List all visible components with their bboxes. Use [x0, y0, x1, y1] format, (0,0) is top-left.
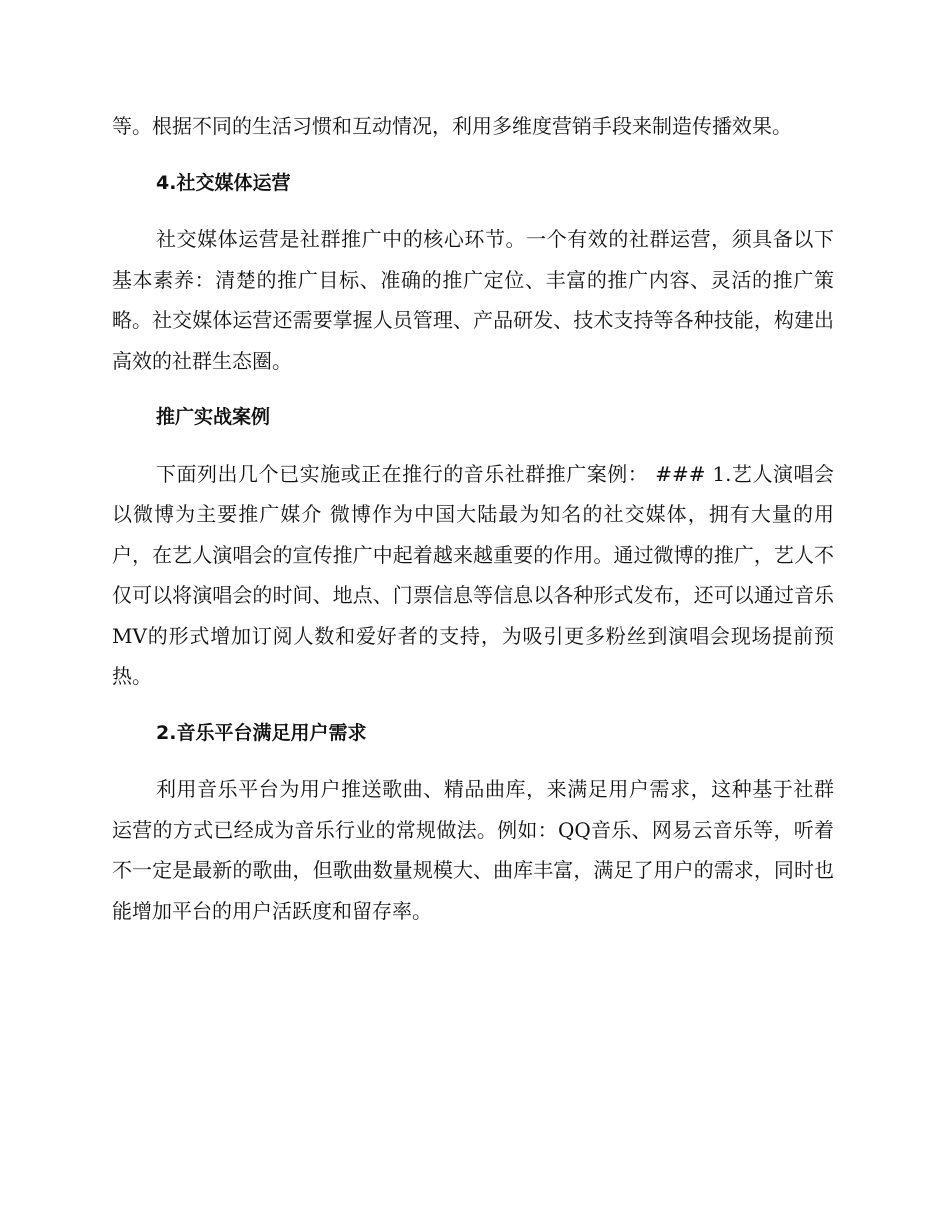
- heading-cases: 推广实战案例: [156, 406, 271, 428]
- paragraph-cases-intro: 下面列出几个已实施或正在推行的音乐社群推广案例： ### 1.艺人演唱会以微博为主要推广媒介 微博作为中国大陆最为知名的社交媒体，拥有大量的用户，在艺人演唱会的宣传推广中起着越来越重要的作用。通过微博的推广，艺人不仅可以将演唱会的时间、地点、门票信息等信息以各种形式发布，还可以通过音乐MV的形式增加订阅人数和爱好者的支持，为吸引更多粉丝到演唱会现场提前预热。: [112, 461, 834, 688]
- heading-social-media: 4.社交媒体运营: [156, 171, 291, 194]
- heading-music-platform: 2.音乐平台满足用户需求: [156, 721, 367, 744]
- paragraph-music-platform: 利用音乐平台为用户推送歌曲、精品曲库，来满足用户需求，这种基于社群运营的方式已经成为音乐行业的常规做法。例如：QQ音乐、网易云音乐等，听着不一定是最新的歌曲，但歌曲数量规模大、曲库丰富，满足了用户的需求，同时也能增加平台的用户活跃度和留存率。: [112, 777, 834, 923]
- paragraph-intro-continuation: 等。根据不同的生活习惯和互动情况，利用多维度营销手段来制造传播效果。: [112, 114, 792, 138]
- document-body: [112, 106, 834, 947]
- paragraph-social-media: 社交媒体运营是社群推广中的核心环节。一个有效的社群运营，须具备以下基本素养：清楚的推广目标、准确的推广定位、丰富的推广内容、灵活的推广策略。社交媒体运营还需要掌握人员管理、产品研发、技术支持等各种技能，构建出高效的社群生态圈。: [112, 227, 834, 373]
